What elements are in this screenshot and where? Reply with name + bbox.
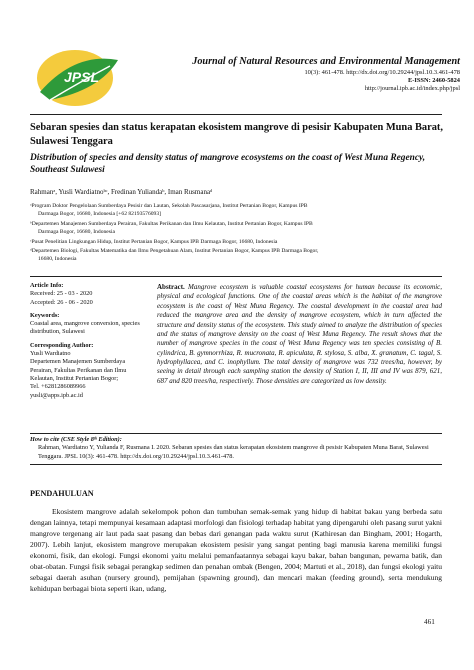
corresponding-author-affiliation: Departemen Manajemen Sumberdaya Perairan, Fakultas Perikanan dan Ilmu Kelautan, Institut Pertanian Bogor; [30, 358, 127, 382]
header-divider [30, 114, 442, 115]
abstract-label: Abstract. [157, 283, 185, 291]
corresponding-author-heading: Corresponding Author: [30, 341, 94, 349]
affiliation-c [30, 239, 450, 247]
affiliation-b [30, 221, 450, 236]
article-title-indonesian: Sebaran spesies dan status kerapatan ekosistem mangrove di pesisir Kabupaten Muna Barat, Sulawesi Tenggara [30, 122, 443, 147]
author-list: Rahmanᵃ, Yusli Wardiatnoᵇᶜ, Fredinan Yuliandaᵇ, Iman Rusmanaᵈ [30, 188, 213, 196]
corresponding-author-name: Yusli Wardiatno [30, 350, 71, 358]
citation-divider [30, 433, 442, 434]
abstract-text: Mangrove ecosystem is valuable coastal ecosystems for human because its economic, physical and ecological functions. One of the coastal areas which is the habitat of the mangrove ecosystem is the coast of West Muna Regency. The coastal development in the coastal area had reduced the mangrove area and the density of mangrove ecosystem, which in turn affected the structure and density status of the ecosystem. This study aimed to analyze the distribution of species and the status of mangrove density on the coast of West Muna Regency. The result shows that the number of mangrove species in the coast of West Muna Regency was ten species consisting of B. cylindrica, B. gymnorrhiza, R. mucronata, R. apiculata, R. stylosa, S. alba, X. granatum, C. tagal, S. hydrophyllacea, and C. inophyllum. The total density of mangrove was 732 trees/ha, however, by seeing in detail through each sampling station the density of Station I, II, III and IV was 879, 621, 687 and 820 trees/ha, respectively. Those densities are categorized as low density. [157, 283, 443, 385]
how-to-cite-text: Rahman, Wardiatno Y, Yulianda F, Rusmana I. 2020. Sebaran spesies dan status kerapatan ekosistem mangrove di pesisir Kabupaten Muna Barat, Sulawesi Tenggara. JPSL 10(3): 461-478. http://dx.doi.org/10.29244/jpsl.10.3.461-478. [38, 444, 429, 460]
affiliation-line: Departemen Biologi, Fakultas Matematika dan Ilmu Pengetahuan Alam, Institut Pertanian Bogor, Kampus IPB Darmaga Bogor, [31, 248, 319, 254]
affiliation-line: 16680, Indonesia [38, 255, 77, 262]
received-date: Received: 25 - 03 - 2020 [30, 290, 93, 298]
affiliation-mark: ᵃ [30, 203, 32, 209]
affiliation-line: Program Doktor Pengelolaan Sumberdaya Pesisir dan Lautan, Sekolah Pascasarjana, Institut Pertanian Bogor, Kampus IPB [31, 203, 308, 209]
affiliation-line: Departemen Manajemen Sumberdaya Perairan, Fakultas Perikanan dan Ilmu Kelautan, Institut Pertanian Bogor, Kampus IPB [31, 221, 313, 227]
keywords: Coastal area, mangrove conversion, species distribution, Sulawesi [30, 320, 140, 336]
body-divider [30, 464, 442, 465]
jpsl-logo [30, 42, 126, 112]
logo-text: JPSL [64, 69, 100, 85]
affiliation-line: Darmaga Bogor, 16680, Indonesia [38, 228, 115, 235]
accepted-date: Accepted: 26 - 06 - 2020 [30, 298, 93, 306]
article-info-heading: Article Info: [30, 282, 64, 289]
how-to-cite [30, 436, 442, 461]
page-number: 461 [424, 618, 435, 626]
journal-title: Journal of Natural Resources and Environmental Management [192, 56, 460, 67]
affiliation-mark: ᵈ [30, 248, 32, 254]
journal-eissn: E-ISSN: 2460-5824 [407, 76, 460, 84]
keywords-heading: Keywords: [30, 311, 60, 319]
info-divider [30, 276, 442, 277]
corresponding-author-phone: Tel. +6281286089966 [30, 383, 86, 391]
affiliation-mark: ᵇ [30, 221, 32, 227]
corresponding-author-email[interactable]: yusli@apps.ipb.ac.id [30, 391, 83, 399]
affiliation-a [30, 203, 450, 218]
article-title-english: Distribution of species and density status of mangrove ecosystems on the coast of West Muna Regency, Southeast Sulawesi [30, 153, 426, 176]
affiliation-mark: ᶜ [30, 239, 32, 245]
journal-volume[interactable]: 10(3): 461-478. http://dx.doi.org/10.29244/jpsl.10.3.461-478 [304, 68, 460, 76]
affiliation-line: Darmaga Bogor, 16680, Indonesia [+62 82193576093] [38, 210, 162, 217]
abstract [157, 283, 442, 386]
section-paragraph: Ekosistem mangrove adalah sekelompok pohon dan tumbuhan semak-semak yang hidup di habitat bakau yang berbeda satu dengan lainnya, tetapi mempunyai kesamaan adaptasi morfologi dan fisiologi terhadap habitat yang dipengaruhi oleh pasang surut yakni mangrove tergenang air laut pada saat pasang dan bebas dari genangan pada waktu surut (Kathiresan dan Bingham, 2001; Hogarth, 2007). Lebih lanjut, ekosistem mangrove merupakan ekosistem pesisir yang sangat penting bagi manusia karena memiliki fungsi ekonomi, fisik, dan ekologi. Fungsi ekonomi yaitu melalui pemanfaatannya sebagai kayu bakar, bahan bangunan, pewarna batik, dan obat-obatan. Fungsi fisik sebagai perangkap sedimen dan penahan ombak (Bengen, 2004; Martuti et al., 2018), dan fungsi ekologi yaitu sebagai daerah asuhan (nursery ground), pemijahan (spawning ground), dan mencari makan (feeding ground), serta mendukung kehidupan berbagai biota seperti ikan, udang, [30, 507, 442, 593]
journal-url[interactable]: http://journal.ipb.ac.id/index.php/jpsl [364, 84, 460, 92]
how-to-cite-heading: How to cite (CSE Style 8ᵗʰ Edition): [30, 436, 122, 443]
journal-header [140, 56, 460, 93]
affiliation-d [30, 248, 450, 263]
article-info-panel [30, 282, 142, 400]
section-heading: PENDAHULUAN [30, 489, 94, 498]
affiliation-line: Pusat Penelitian Lingkungan Hidup, Institut Pertanian Bogor, Kampus IPB Darmaga Bogor, 16680, Indonesia [31, 239, 278, 245]
